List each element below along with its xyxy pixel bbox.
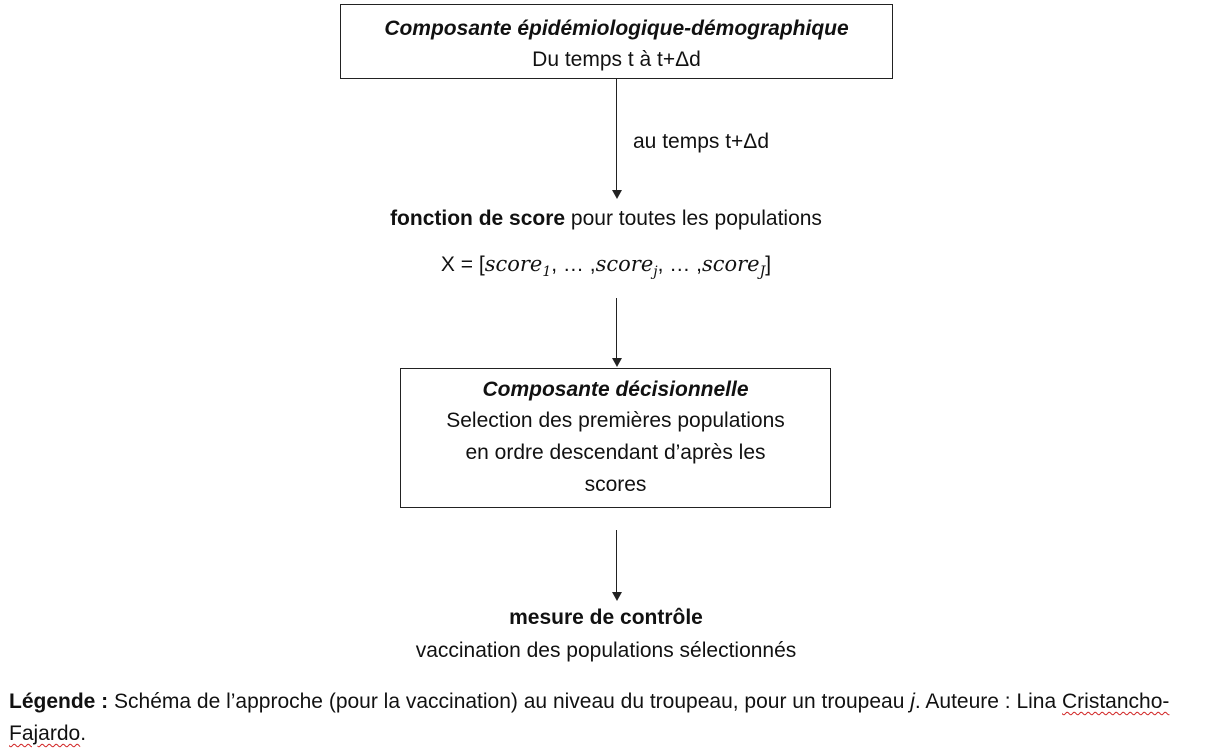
formula-separator: , … ,: [551, 253, 596, 276]
caption-troupeau-index: j: [910, 690, 915, 713]
decision-box-title: Composante décisionnelle: [482, 378, 749, 401]
decision-box-line: en ordre descendant d’après les: [465, 441, 766, 464]
score-function-heading-bold: fonction de score: [390, 207, 566, 230]
epidemio-box-subtitle: Du temps t à t+Δd: [532, 48, 701, 71]
control-measure-title: mesure de contrôle: [509, 606, 703, 629]
arrow-decision-to-control: [610, 530, 624, 602]
arrow-time-label: au temps t+Δd: [633, 130, 770, 153]
score-term-J: score$_J$: [701, 252, 766, 280]
score-function-heading-rest: pour toutes les populations: [565, 207, 822, 230]
arrow-epidemio-to-score: [610, 79, 624, 200]
caption-author-prefix: . Auteure : Lina: [914, 690, 1062, 713]
score-term-j: score$_j$: [595, 252, 658, 280]
decision-box-line: scores: [584, 473, 647, 496]
score-function-heading: [0, 207, 1212, 231]
caption-text: Schéma de l’approche (pour la vaccination) au niveau du troupeau, pour un troupeau: [108, 690, 911, 713]
epidemio-demographic-box: [340, 4, 893, 79]
epidemio-box-title: Composante épidémiologique-démographique: [384, 17, 849, 40]
arrow-score-to-decision: [610, 298, 624, 368]
caption-label: Légende :: [9, 690, 109, 713]
formula-separator: , … ,: [657, 253, 702, 276]
decision-box-line: Selection des premières populations: [446, 409, 785, 432]
caption-author-surname: Cristancho-Fajardo: [9, 690, 1170, 745]
figure-caption: [9, 686, 1199, 750]
formula-close: ]: [765, 253, 772, 276]
score-vector-formula: [0, 252, 1212, 280]
caption-end: .: [80, 722, 87, 745]
score-term-1: score$_1$: [484, 252, 552, 280]
decision-box: [400, 368, 831, 508]
control-measure-subtitle: vaccination des populations sélectionnés: [415, 639, 797, 662]
formula-prefix: X = [: [440, 253, 485, 276]
